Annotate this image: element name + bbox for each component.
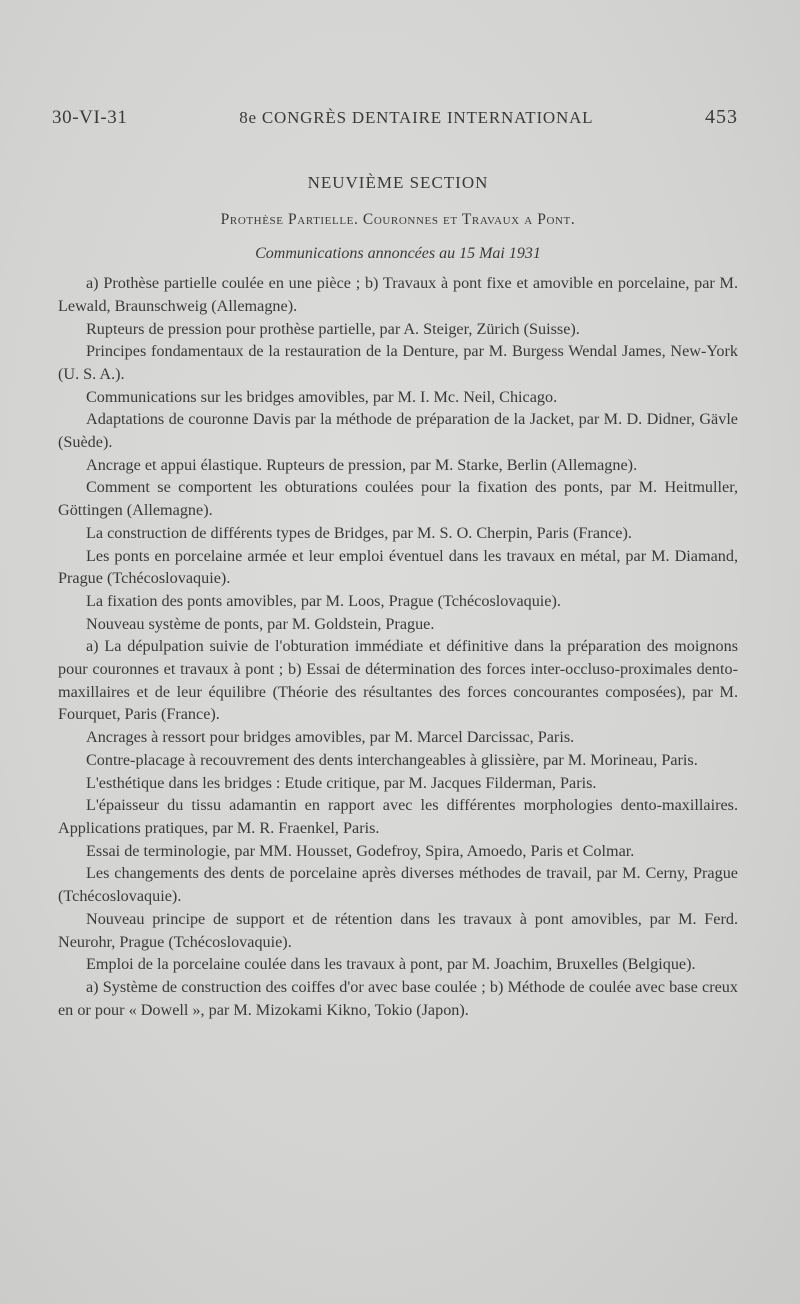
entry: L'épaisseur du tissu adamantin en rapport avec les différentes morphologies dento-maxillaires. Applications pratiques, par M. R. Fraenkel, Paris. (58, 796, 738, 837)
entry: L'esthétique dans les bridges : Etude critique, par M. Jacques Filderman, Paris. (86, 773, 597, 792)
page-content (58, 172, 738, 1021)
entry: Adaptations de couronne Davis par la méthode de préparation de la Jacket, par M. D. Didner, Gävle (Suède). (58, 410, 738, 452)
entry: Les ponts en porcelaine armée et leur emploi éventuel dans les travaux en métal, par M. Diamand, Prague (Tchécoslovaquie). (58, 546, 738, 588)
entry: Emploi de la porcelaine coulée dans les travaux à pont, par M. Joachim, Bruxelles (Belgique). (86, 955, 696, 974)
entry: Nouveau système de ponts, par M. Goldstein, Prague. (86, 614, 435, 633)
running-head (52, 106, 738, 129)
header-date: 30-VI-31 (52, 107, 128, 128)
entry: Essai de terminologie, par MM. Housset, Godefroy, Spira, Amoedo, Paris et Colmar. (86, 841, 635, 860)
header-congress-title: 8e CONGRÈS DENTAIRE INTERNATIONAL (239, 108, 594, 127)
entry: Contre-placage à recouvrement des dents interchangeables à glissière, par M. Morineau, Paris. (86, 750, 698, 769)
entry: Les changements des dents de porcelaine après diverses méthodes de travail, par M. Cerny, Prague (Tchécoslovaquie). (58, 864, 738, 906)
entry: Comment se comportent les obturations coulées pour la fixation des ponts, par M. Heitmuller, Göttingen (Allemagne). (58, 478, 738, 520)
entry: Ancrages à ressort pour bridges amovibles, par M. Marcel Darcissac, Paris. (86, 728, 575, 747)
entry: La construction de différents types de Bridges, par M. S. O. Cherpin, Paris (France). (86, 523, 632, 542)
entry: a) Prothèse partielle coulée en une pièce ; b) Travaux à pont fixe et amovible en porcelaine, par M. Lewald, Braunschweig (Allemagne). (58, 274, 738, 315)
entry: Nouveau principe de support et de rétention dans les travaux à pont amovibles, par M. Ferd. Neurohr, Prague (Tchécoslovaquie). (58, 909, 738, 951)
entry: a) Système de construction des coiffes d'or avec base coulée ; b) Méthode de coulée avec base creux en or pour « Dowell », par M. Mizokami Kikno, Tokio (Japon). (58, 977, 738, 1019)
entry: a) La dépulpation suivie de l'obturation immédiate et définitive dans la préparation des moignons pour couronnes et travaux à pont ; b) Essai de détermination des forces inter-occluso-proximales dento-maxillaires et de leur équilibre (Théorie des résultantes des forces concourantes composées), par M. Fourquet, Paris (France). (58, 637, 738, 724)
entry: Communications sur les bridges amovibles, par M. I. Mc. Neil, Chicago. (86, 387, 558, 406)
page-number: 453 (705, 106, 738, 128)
entry: Principes fondamentaux de la restauration de la Denture, par M. Burgess Wendal James, New-York (U. S. A.). (58, 342, 738, 383)
entry: Rupteurs de pression pour prothèse partielle, par A. Steiger, Zürich (Suisse). (86, 319, 580, 338)
entry: La fixation des ponts amovibles, par M. Loos, Prague (Tchécoslovaquie). (86, 591, 561, 610)
section-title: NEUVIÈME SECTION (307, 173, 489, 192)
announcement-line: Communications annoncées au 15 Mai 1931 (255, 245, 541, 263)
entry: Ancrage et appui élastique. Rupteurs de pression, par M. Starke, Berlin (Allemagne). (86, 455, 638, 474)
section-subtitle: Prothèse Partielle. Couronnes et Travaux a Pont. (220, 210, 576, 228)
